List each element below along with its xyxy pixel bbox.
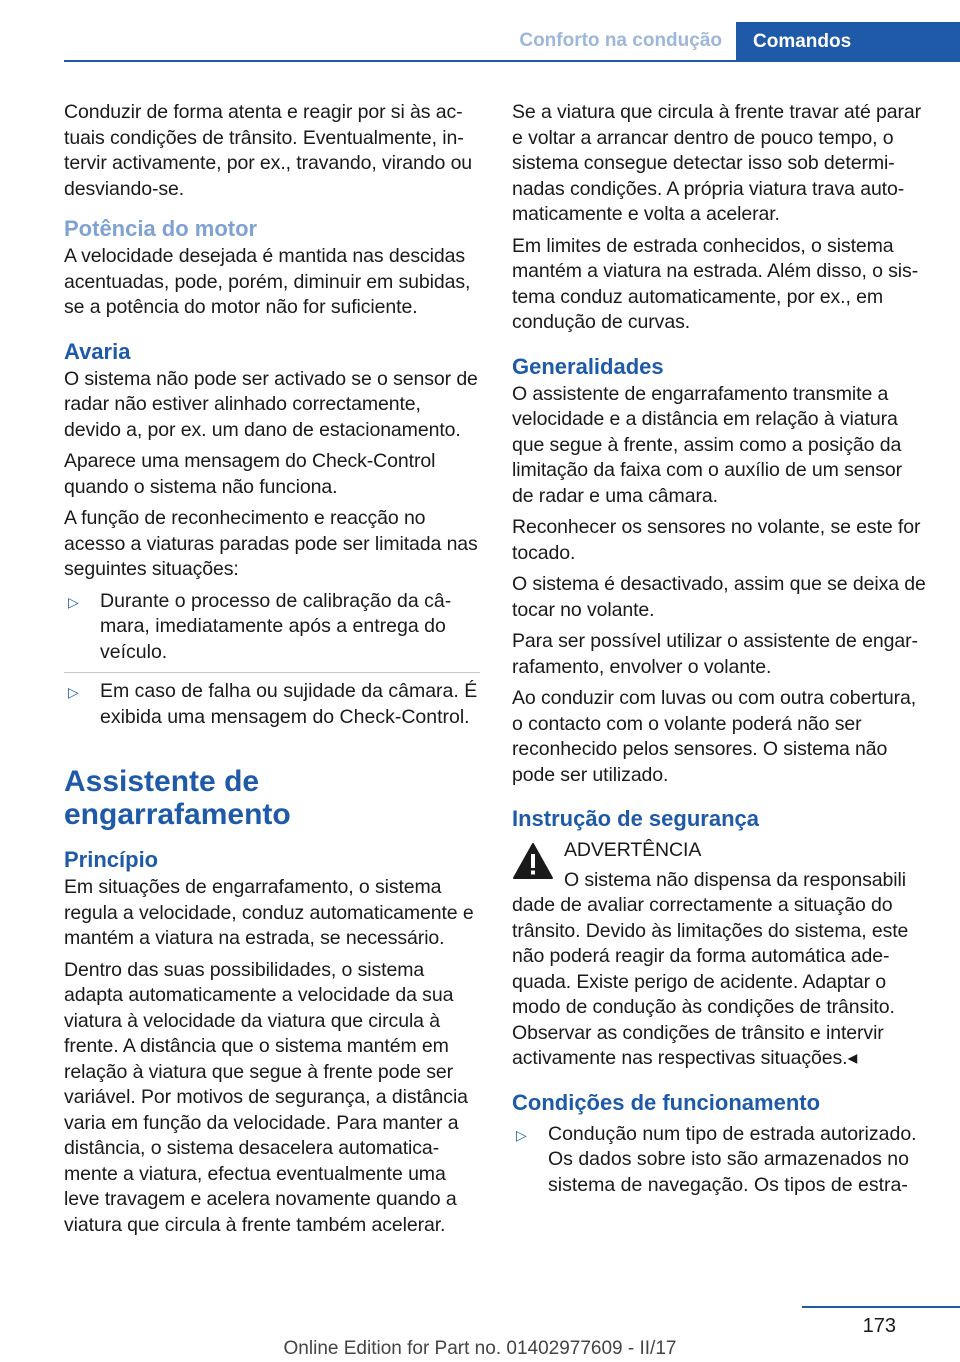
- right-paragraph-2: Em limites de estrada conhecidos, o sistema mantém a viatura na estrada. Além disso, o sistema conduz automaticamente, por ex., em condução de curvas.: [512, 234, 919, 333]
- intro-paragraph: Conduzir de forma atenta e reagir por si às actuais condições de trânsito. Eventualmente, intervir activamente, por ex., travando, virando ou desviando-se.: [64, 101, 473, 200]
- bullet-triangle-icon: ▷: [516, 1126, 527, 1143]
- warning-triangle-icon: [512, 842, 554, 880]
- warning-title: ADVERTÊNCIA: [564, 839, 702, 861]
- right-column: [512, 100, 928, 1211]
- list-item-text: Durante o processo de calibração da câmara, imediatamente após a entrega do veículo.: [100, 589, 452, 663]
- heading-avaria: Avaria: [64, 338, 131, 364]
- page-number: 173: [862, 1315, 896, 1337]
- warning-text: dade de avaliar correctamente a situação do trânsito. Devido às limitações do sistema, este não poderá reagir da forma automática adequada. Existe perigo de acidente. Adaptar o modo de condução às condições de trânsito. Observar as condições de trânsito e intervir activamente nas respectivas situações.◂: [512, 894, 909, 1069]
- warning-lead: O sistema não dispensa da responsabili: [564, 868, 906, 891]
- heading-generalidades: Generalidades: [512, 353, 664, 379]
- potencia-paragraph: A velocidade desejada é mantida nas descidas acentuadas, pode, porém, diminuir em subidas, se a potência do motor não for suficiente.: [64, 245, 471, 318]
- generalidades-paragraph-3: O sistema é desactivado, assim que se deixa de tocar no volante.: [512, 573, 926, 621]
- generalidades-paragraph-4: Para ser possível utilizar o assistente de engarrafamento, envolver o volante.: [512, 630, 918, 678]
- heading-seguranca: Instrução de segurança: [512, 806, 759, 831]
- avaria-paragraph-3: A função de reconhecimento e reacção no acesso a viaturas paradas pode ser limitada nas seguintes situações:: [64, 507, 478, 580]
- header-chapter-tab: Comandos: [736, 22, 960, 62]
- generalidades-paragraph-2: Reconhecer os sensores no volante, se este for tocado.: [512, 516, 921, 564]
- list-item-text: Em caso de falha ou sujidade da câmara. É exibida uma mensagem do Check-Control.: [100, 680, 478, 728]
- principio-paragraph-2: Dentro das suas possibilidades, o sistema adapta automaticamente a velocidade da sua viatura à velocidade da viatura que circula à frente. A distância que o sistema mantém em relação à viatura que segue à frente pode ser variável. Por motivos de segurança, a distância varia em função da velocidade. Para manter a distância, o sistema desacelera automaticamente a viatura, efectua eventualmente uma leve travagem e acelera novamente quando a viatura que circula à frente também acelerar.: [64, 958, 468, 1236]
- warning-block: [512, 838, 928, 1072]
- header-rule: [64, 60, 960, 62]
- list-item: [512, 1122, 928, 1206]
- section-title-assistente: Assistente de engarrafamento: [64, 765, 291, 831]
- avaria-paragraph-1: O sistema não pode ser activado se o sensor de radar não estiver alinhado correctamente, devido a, por ex. um dano de estacionamento.: [64, 367, 478, 441]
- heading-condicoes: Condições de funcionamento: [512, 1089, 821, 1115]
- header-section-title: Conforto na condução: [519, 30, 722, 51]
- footer-rule: [802, 1306, 960, 1308]
- list-item: [64, 589, 480, 674]
- list-item-text: Condução num tipo de estrada autorizado. Os dados sobre isto são armazenados no sistema de navegação. Os tipos de estra-: [548, 1122, 917, 1196]
- generalidades-paragraph-1: O assistente de engarrafamento transmite a velocidade e a distância em relação à viatura que segue à frente, assim como a posição da limitação da faixa com o auxílio de um sensor de radar e uma câmara.: [512, 382, 903, 507]
- bullet-triangle-icon: ▷: [68, 684, 79, 700]
- condicoes-bullet-list: [512, 1122, 928, 1206]
- heading-principio: Princípio: [64, 847, 159, 872]
- page-header: [0, 0, 960, 64]
- bullet-triangle-icon: ▷: [68, 593, 79, 610]
- avaria-bullet-list: [64, 589, 480, 738]
- generalidades-paragraph-5: Ao conduzir com luvas ou com outra cobertura, o contacto com o volante poderá não ser reconhecido pelos sensores. O sistema não pode ser utilizado.: [512, 687, 917, 786]
- avaria-paragraph-2: Aparece uma mensagem do Check-Control quando o sistema não funciona.: [64, 450, 436, 498]
- right-paragraph-1: Se a viatura que circula à frente travar até parar e voltar a arrancar dentro de pouco tempo, o sistema consegue detectar isso sob determinadas condições. A própria viatura trava automaticamente e volta a acelerar.: [512, 101, 922, 225]
- list-item: [64, 679, 480, 737]
- heading-potencia: Potência do motor: [64, 216, 258, 241]
- left-column: [64, 100, 480, 1244]
- principio-paragraph-1: Em situações de engarrafamento, o sistema regula a velocidade, conduz automaticamente e mantém a viatura na estrada, se necessário.: [64, 876, 474, 949]
- footer-edition: Online Edition for Part no. 01402977609 - II/17: [283, 1338, 677, 1359]
